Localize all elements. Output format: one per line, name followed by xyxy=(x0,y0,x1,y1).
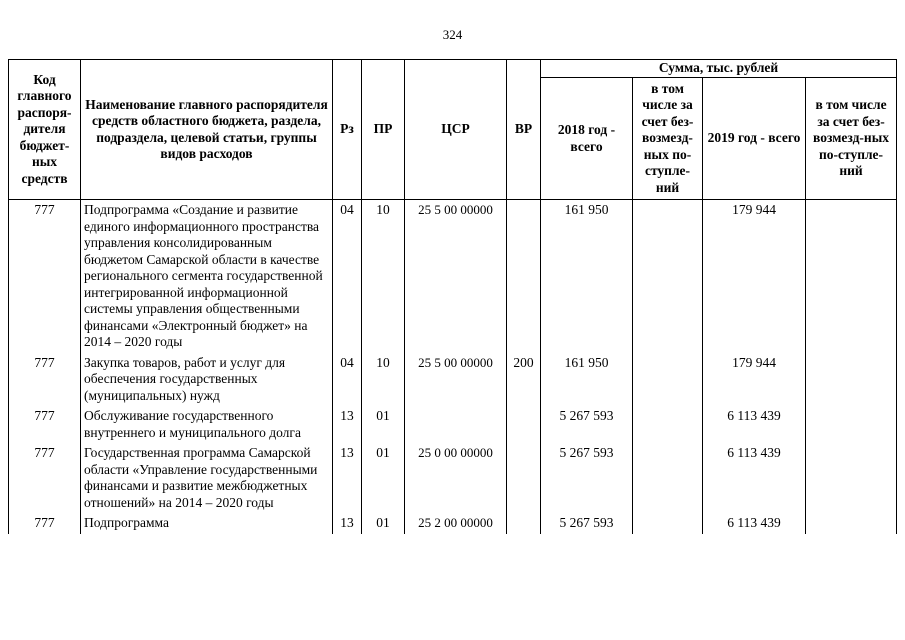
cell-code: 777 xyxy=(9,513,81,534)
cell-name: Закупка товаров, работ и услуг для обеспечения государственных (муниципальных) нужд xyxy=(81,353,333,407)
cell-2019-total: 6 113 439 xyxy=(703,443,806,513)
cell-2018-total: 161 950 xyxy=(541,353,633,407)
header-vr: ВР xyxy=(507,60,541,200)
cell-2019-grant xyxy=(806,406,897,443)
budget-table xyxy=(8,59,897,534)
cell-2019-total: 179 944 xyxy=(703,353,806,407)
cell-rz: 13 xyxy=(333,443,362,513)
cell-code: 777 xyxy=(9,200,81,353)
cell-2019-total: 6 113 439 xyxy=(703,513,806,534)
cell-2019-total: 179 944 xyxy=(703,200,806,353)
cell-code: 777 xyxy=(9,443,81,513)
header-2019-grant: в том числе за счет без-возмезд-ных по-ступле-ний xyxy=(806,78,897,200)
cell-pr: 01 xyxy=(362,443,405,513)
header-2018-grant: в том числе за счет без-возмезд-ных по-ступле-ний xyxy=(633,78,703,200)
cell-2018-total: 5 267 593 xyxy=(541,513,633,534)
cell-2018-grant xyxy=(633,353,703,407)
cell-pr: 10 xyxy=(362,353,405,407)
table-row xyxy=(9,353,897,407)
cell-code: 777 xyxy=(9,406,81,443)
cell-code: 777 xyxy=(9,353,81,407)
table-row xyxy=(9,406,897,443)
cell-2018-grant xyxy=(633,443,703,513)
cell-rz: 04 xyxy=(333,353,362,407)
page-number: 324 xyxy=(442,27,463,42)
table-row xyxy=(9,513,897,534)
cell-vr: 200 xyxy=(507,353,541,407)
header-code: Код главного распоря-дителя бюджет-ных средств xyxy=(9,60,81,200)
cell-rz: 13 xyxy=(333,406,362,443)
cell-rz: 04 xyxy=(333,200,362,353)
header-2019-total: 2019 год - всего xyxy=(703,78,806,200)
cell-2019-grant xyxy=(806,513,897,534)
table-row xyxy=(9,200,897,353)
cell-2018-grant xyxy=(633,406,703,443)
table-header xyxy=(9,60,897,200)
table-row xyxy=(9,443,897,513)
cell-name: Подпрограмма xyxy=(81,513,333,534)
cell-pr: 01 xyxy=(362,406,405,443)
cell-2019-total: 6 113 439 xyxy=(703,406,806,443)
cell-csr: 25 5 00 00000 xyxy=(405,353,507,407)
cell-vr xyxy=(507,513,541,534)
cell-csr: 25 5 00 00000 xyxy=(405,200,507,353)
header-rz: Рз xyxy=(333,60,362,200)
cell-rz: 13 xyxy=(333,513,362,534)
cell-2019-grant xyxy=(806,353,897,407)
cell-name: Обслуживание государственного внутреннего и муниципального долга xyxy=(81,406,333,443)
cell-2018-total: 161 950 xyxy=(541,200,633,353)
cell-2018-total: 5 267 593 xyxy=(541,443,633,513)
cell-csr xyxy=(405,406,507,443)
header-csr: ЦСР xyxy=(405,60,507,200)
cell-pr: 10 xyxy=(362,200,405,353)
cell-2018-total: 5 267 593 xyxy=(541,406,633,443)
cell-vr xyxy=(507,200,541,353)
cell-2018-grant xyxy=(633,200,703,353)
cell-vr xyxy=(507,406,541,443)
cell-2018-grant xyxy=(633,513,703,534)
cell-2019-grant xyxy=(806,443,897,513)
header-sum: Сумма, тыс. рублей xyxy=(541,60,897,78)
cell-pr: 01 xyxy=(362,513,405,534)
cell-name: Государственная программа Самарской области «Управление государственными финансами и развитие межбюджетных отношений» на 2014 – 2020 годы xyxy=(81,443,333,513)
header-pr: ПР xyxy=(362,60,405,200)
cell-name: Подпрограмма «Создание и развитие единого информационного пространства управления консолидированным бюджетом Самарской области в качестве регионального сегмента государственной интегрированной информационной системы управления общественными финансами «Электронный бюджет» на 2014 – 2020 годы xyxy=(81,200,333,353)
header-name: Наименование главного распорядителя средств областного бюджета, раздела, подраздела, целевой статьи, группы видов расходов xyxy=(81,60,333,200)
cell-2019-grant xyxy=(806,200,897,353)
cell-csr: 25 0 00 00000 xyxy=(405,443,507,513)
header-2018-total: 2018 год - всего xyxy=(541,78,633,200)
cell-vr xyxy=(507,443,541,513)
cell-csr: 25 2 00 00000 xyxy=(405,513,507,534)
